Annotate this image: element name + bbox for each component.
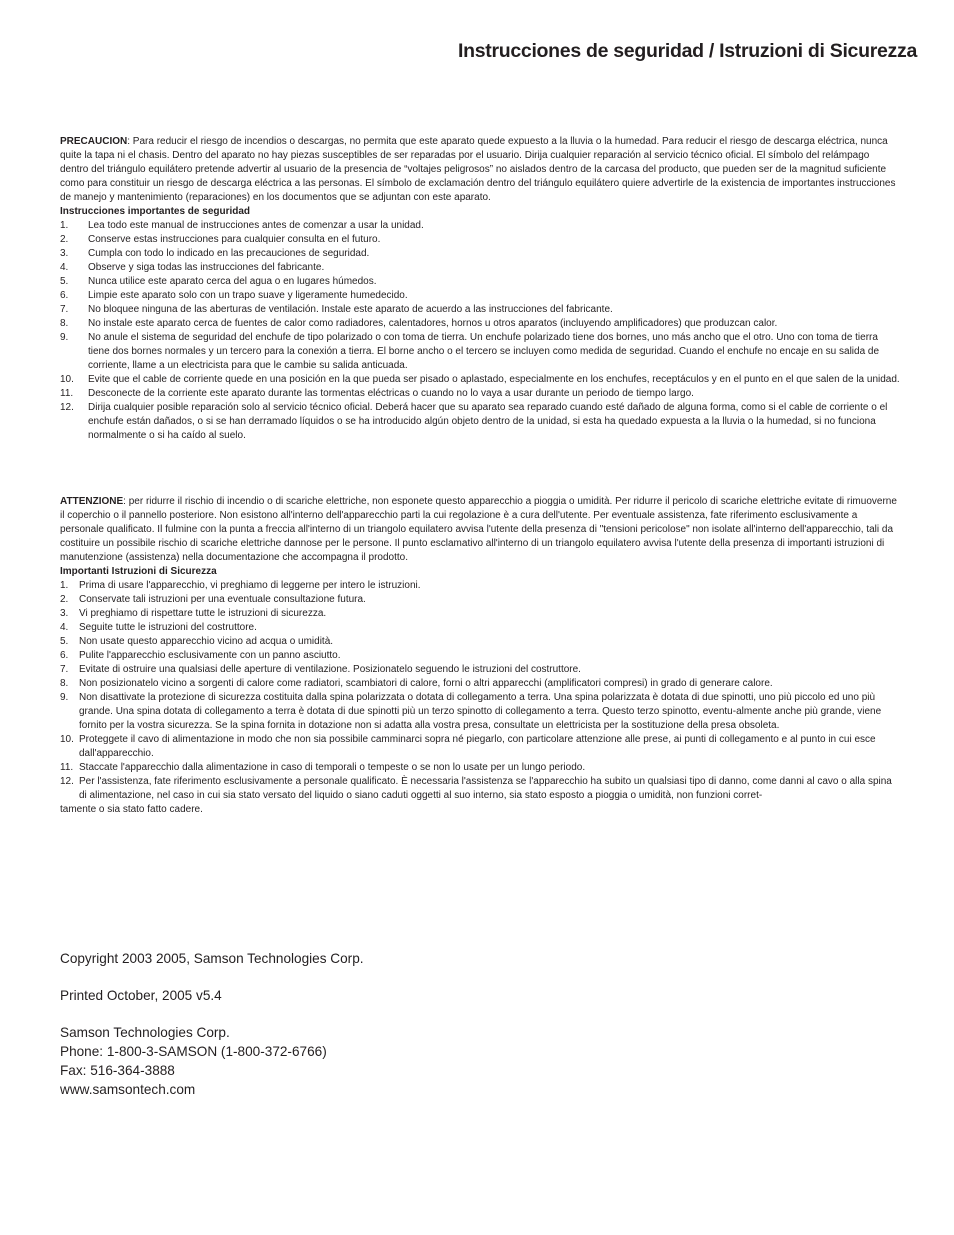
item-text: Vi preghiamo di rispettare tutte le istruzioni di sicurezza. [79, 608, 327, 619]
item-text: Desconecte de la corriente este aparato durante las tormentas eléctricas o cuando no lo vaya a usar durante un periodo de tiempo largo. [88, 388, 694, 399]
item-number: 5. [60, 636, 69, 647]
item-text: No instale este aparato cerca de fuentes de calor como radiadores, calentadores, hornos u otros aparatos (incluyendo amplificadores) que produzcan calor. [88, 318, 778, 329]
item-text: Evite que el cable de corriente quede en una posición en la que pueda ser pisado o aplastado, especialmente en los enchufes, receptáculos y en el punto en el que salen de la unidad. [88, 374, 900, 385]
item-number: 2. [60, 234, 69, 245]
company-name: Samson Technologies Corp. [60, 1025, 230, 1040]
item-number: 10. [60, 734, 74, 745]
item-text: Seguite tutte le istruzioni del costruttore. [79, 622, 257, 633]
item-text: Conserve estas instrucciones para cualquier consulta en el futuro. [88, 234, 381, 245]
item-number: 2. [60, 594, 69, 605]
list-item [60, 373, 900, 387]
list-item [60, 761, 900, 775]
italian-caution-label: ATTENZIONE [60, 496, 124, 507]
document-footer [60, 949, 560, 1099]
item-text: Conservate tali istruzioni per una eventuale consultazione futura. [79, 594, 366, 605]
copyright-notice: Copyright 2003 2005, Samson Technologies Corp. [60, 951, 364, 966]
item-number: 12. [60, 776, 74, 787]
item-text: Nunca utilice este aparato cerca del agua o en lugares húmedos. [88, 276, 377, 287]
item-text: Evitate di ostruire una qualsiasi delle aperture di ventilazione. Posizionatelo seguendo le istruzioni del costruttore. [79, 664, 581, 675]
item-text: Observe y siga todas las instrucciones del fabricante. [88, 262, 325, 273]
item-number: 9. [60, 332, 69, 343]
item-number: 5. [60, 276, 69, 287]
item-number: 12. [60, 402, 74, 413]
fax-number: Fax: 516-364-3888 [60, 1063, 175, 1078]
item-number: 1. [60, 580, 69, 591]
item-text: Per l'assistenza, fate riferimento esclusivamente a personale qualificato. È necessaria l'assistenza se l'apparecchio ha subito un qualsiasi tipo di danno, come danni al cavo o alla spina di alimentazione, nel caso in cui sia stato versato del liquido o siano caduti oggetti al suo interno, sia stato esposto a pioggia o umidità, non funzioni corret- [79, 776, 892, 801]
item-text: Prima di usare l'apparecchio, vi preghiamo di leggerne per intero le istruzioni. [79, 580, 421, 591]
item-number: 7. [60, 304, 69, 315]
list-item [60, 649, 900, 663]
item-text: Staccate l'apparecchio dalla alimentazione in caso di temporali o tempeste o se non lo usate per un lungo periodo. [79, 762, 586, 773]
item-text: Non posizionatelo vicino a sorgenti di calore come radiatori, scambiatori di calore, forni o altri apparecchi (amplificatori compresi) in grado di generare calore. [79, 678, 773, 689]
list-item [60, 635, 900, 649]
item-text: No bloquee ninguna de las aberturas de ventilación. Instale este aparato de acuerdo a las instrucciones del fabricante. [88, 304, 613, 315]
item-text: Cumpla con todo lo indicado en las precauciones de seguridad. [88, 248, 370, 259]
phone-number: Phone: 1-800-3-SAMSON (1-800-372-6766) [60, 1044, 327, 1059]
italian-item-continuation: tamente o sia stato fatto cadere. [60, 804, 203, 815]
italian-caution-paragraph [60, 495, 900, 565]
item-text: Limpie este aparato solo con un trapo suave y ligeramente humedecido. [88, 290, 408, 301]
item-number: 3. [60, 248, 69, 259]
list-item [60, 733, 900, 761]
item-number: 8. [60, 678, 69, 689]
list-item [60, 317, 900, 331]
list-item [60, 289, 900, 303]
website-url: www.samsontech.com [60, 1082, 196, 1097]
list-item [60, 677, 900, 691]
item-number: 10. [60, 374, 74, 385]
italian-list-heading: Importanti Istruzioni di Sicurezza [60, 566, 217, 577]
item-text: No anule el sistema de seguridad del enchufe de tipo polarizado o con toma de tierra. Un enchufe polarizado tiene dos bornes, uno más ancho que el otro. Uno con toma de tierra tiene dos bornes normales y un tercero para la conexión a tierra. El borne ancho o el tercero se incluyen como medida de seguridad. Cuando el enchufe no encaje en su salida de corriente, llame a un electricista para que le cambie su salida anticuada. [88, 332, 880, 371]
spanish-list-heading: Instrucciones importantes de seguridad [60, 206, 251, 217]
item-number: 1. [60, 220, 69, 231]
item-number: 11. [60, 388, 74, 399]
spanish-caution-paragraph [60, 135, 900, 205]
list-item [60, 387, 900, 401]
list-item [60, 219, 900, 233]
print-date: Printed October, 2005 v5.4 [60, 988, 222, 1003]
list-item [60, 775, 900, 803]
list-item [60, 275, 900, 289]
spanish-instruction-list [60, 219, 900, 443]
item-text: Pulite l'apparecchio esclusivamente con un panno asciutto. [79, 650, 341, 661]
item-number: 9. [60, 692, 69, 703]
list-item [60, 401, 900, 443]
list-item [60, 691, 900, 733]
item-number: 6. [60, 290, 69, 301]
list-item [60, 261, 900, 275]
spanish-caution-text: : Para reducir el riesgo de incendios o descargas, no permita que este aparato quede expuesto a la lluvia o la humedad. Para reducir el riesgo de descarga eléctrica, nunca quite la tapa ni el chasis. Dentro del aparato no hay piezas susceptibles de ser reparadas por el usuario. Dirija cualquier reparación al servicio técnico oficial. El símbolo del relámpago dentro del triángulo equilátero pretende advertir al usuario de la presencia de “voltajes peligrosos” no aislados dentro de la carcasa del producto, que pueden ser de la magnitud suficiente como para constituir un riesgo de descarga eléctrica a las personas. El símbolo de exclamación dentro del triángulo equilátero quiere advertirle de la existencia de importantes instrucciones de manejo y mantenimiento (reparaciones) en los documentos que se adjuntan con este aparato. [60, 136, 896, 203]
item-text: Dirija cualquier posible reparación solo al servicio técnico oficial. Deberá hacer que su aparato sea reparado cuando esté dañado de alguna forma, como si el cable de corriente o el enchufe están dañados, o si se han derramado líquidos o se ha introducido algún objeto dentro de la unidad, si esta ha quedado expuesta a la lluvia o la humedad, si no funciona normalmente o si ha caído al suelo. [88, 402, 888, 441]
list-item [60, 607, 900, 621]
item-text: Lea todo este manual de instrucciones antes de comenzar a usar la unidad. [88, 220, 424, 231]
list-item [60, 233, 900, 247]
item-number: 4. [60, 262, 69, 273]
italian-caution-text: : per ridurre il rischio di incendio o di scariche elettriche, non esponete questo apparecchio a pioggia o umidità. Per ridurre il pericolo di scariche elettriche evitate di rimuoverne il coperchio o il pannello posteriore. Non esistono all'interno dell'apparecchio parti la cui regolazione è a cura dell'utente. Per eventuale assistenza, fate riferimento esclusivamente a personale qualificato. Il fulmine con la punta a freccia all'interno di un triangolo equilatero avvisa l'utente della presenza di "tensioni pericolose" non isolate all'interno dell'apparecchio, tali da costituire un possibile rischio di scariche elettriche dannose per le persone. Il punto esclamativo all'interno di un triangolo equilatero avvisa l'utente della presenza di importanti istruzioni di manutenzione (assistenza) nella documentazione che accompagna il prodotto. [60, 496, 897, 563]
spanish-caution-label: PRECAUCION [60, 136, 128, 147]
item-number: 11. [60, 762, 74, 773]
item-number: 7. [60, 664, 69, 675]
list-item [60, 621, 900, 635]
italian-instruction-list [60, 579, 900, 803]
item-text: Non disattivate la protezione di sicurezza costituita dalla spina polarizzata o dotata di collegamento a terra. Una spina polarizzata è dotata di due spinotti, uno più piccolo ed uno più grande. Una spina dotata di collegamento a terra è dotata di due spinotti più un terzo spinotto di collegamento a terra. Questo terzo spinotto, eventu-almente anche più grande, viene fornito per la vostra sicurezza. Se la spina fornita in dotazione non si adatta alla vostra presa, consultate un elettricista per la sostituzione della presa obsoleta. [79, 692, 882, 731]
spanish-safety-section [60, 135, 900, 443]
item-text: Proteggete il cavo di alimentazione in modo che non sia possibile camminarci sopra né piegarlo, con particolare attenzione alle prese, ai punti di collegamento e al punto in cui esce dall'apparecchio. [79, 734, 876, 759]
list-item [60, 331, 900, 373]
list-item [60, 303, 900, 317]
list-item [60, 579, 900, 593]
item-number: 8. [60, 318, 69, 329]
italian-safety-section [60, 495, 900, 817]
item-number: 4. [60, 622, 69, 633]
item-number: 6. [60, 650, 69, 661]
item-number: 3. [60, 608, 69, 619]
item-text: Non usate questo apparecchio vicino ad acqua o umidità. [79, 636, 334, 647]
list-item [60, 663, 900, 677]
list-item [60, 593, 900, 607]
list-item [60, 247, 900, 261]
page-title: Instrucciones de seguridad / Istruzioni di Sicurezza [457, 40, 917, 62]
